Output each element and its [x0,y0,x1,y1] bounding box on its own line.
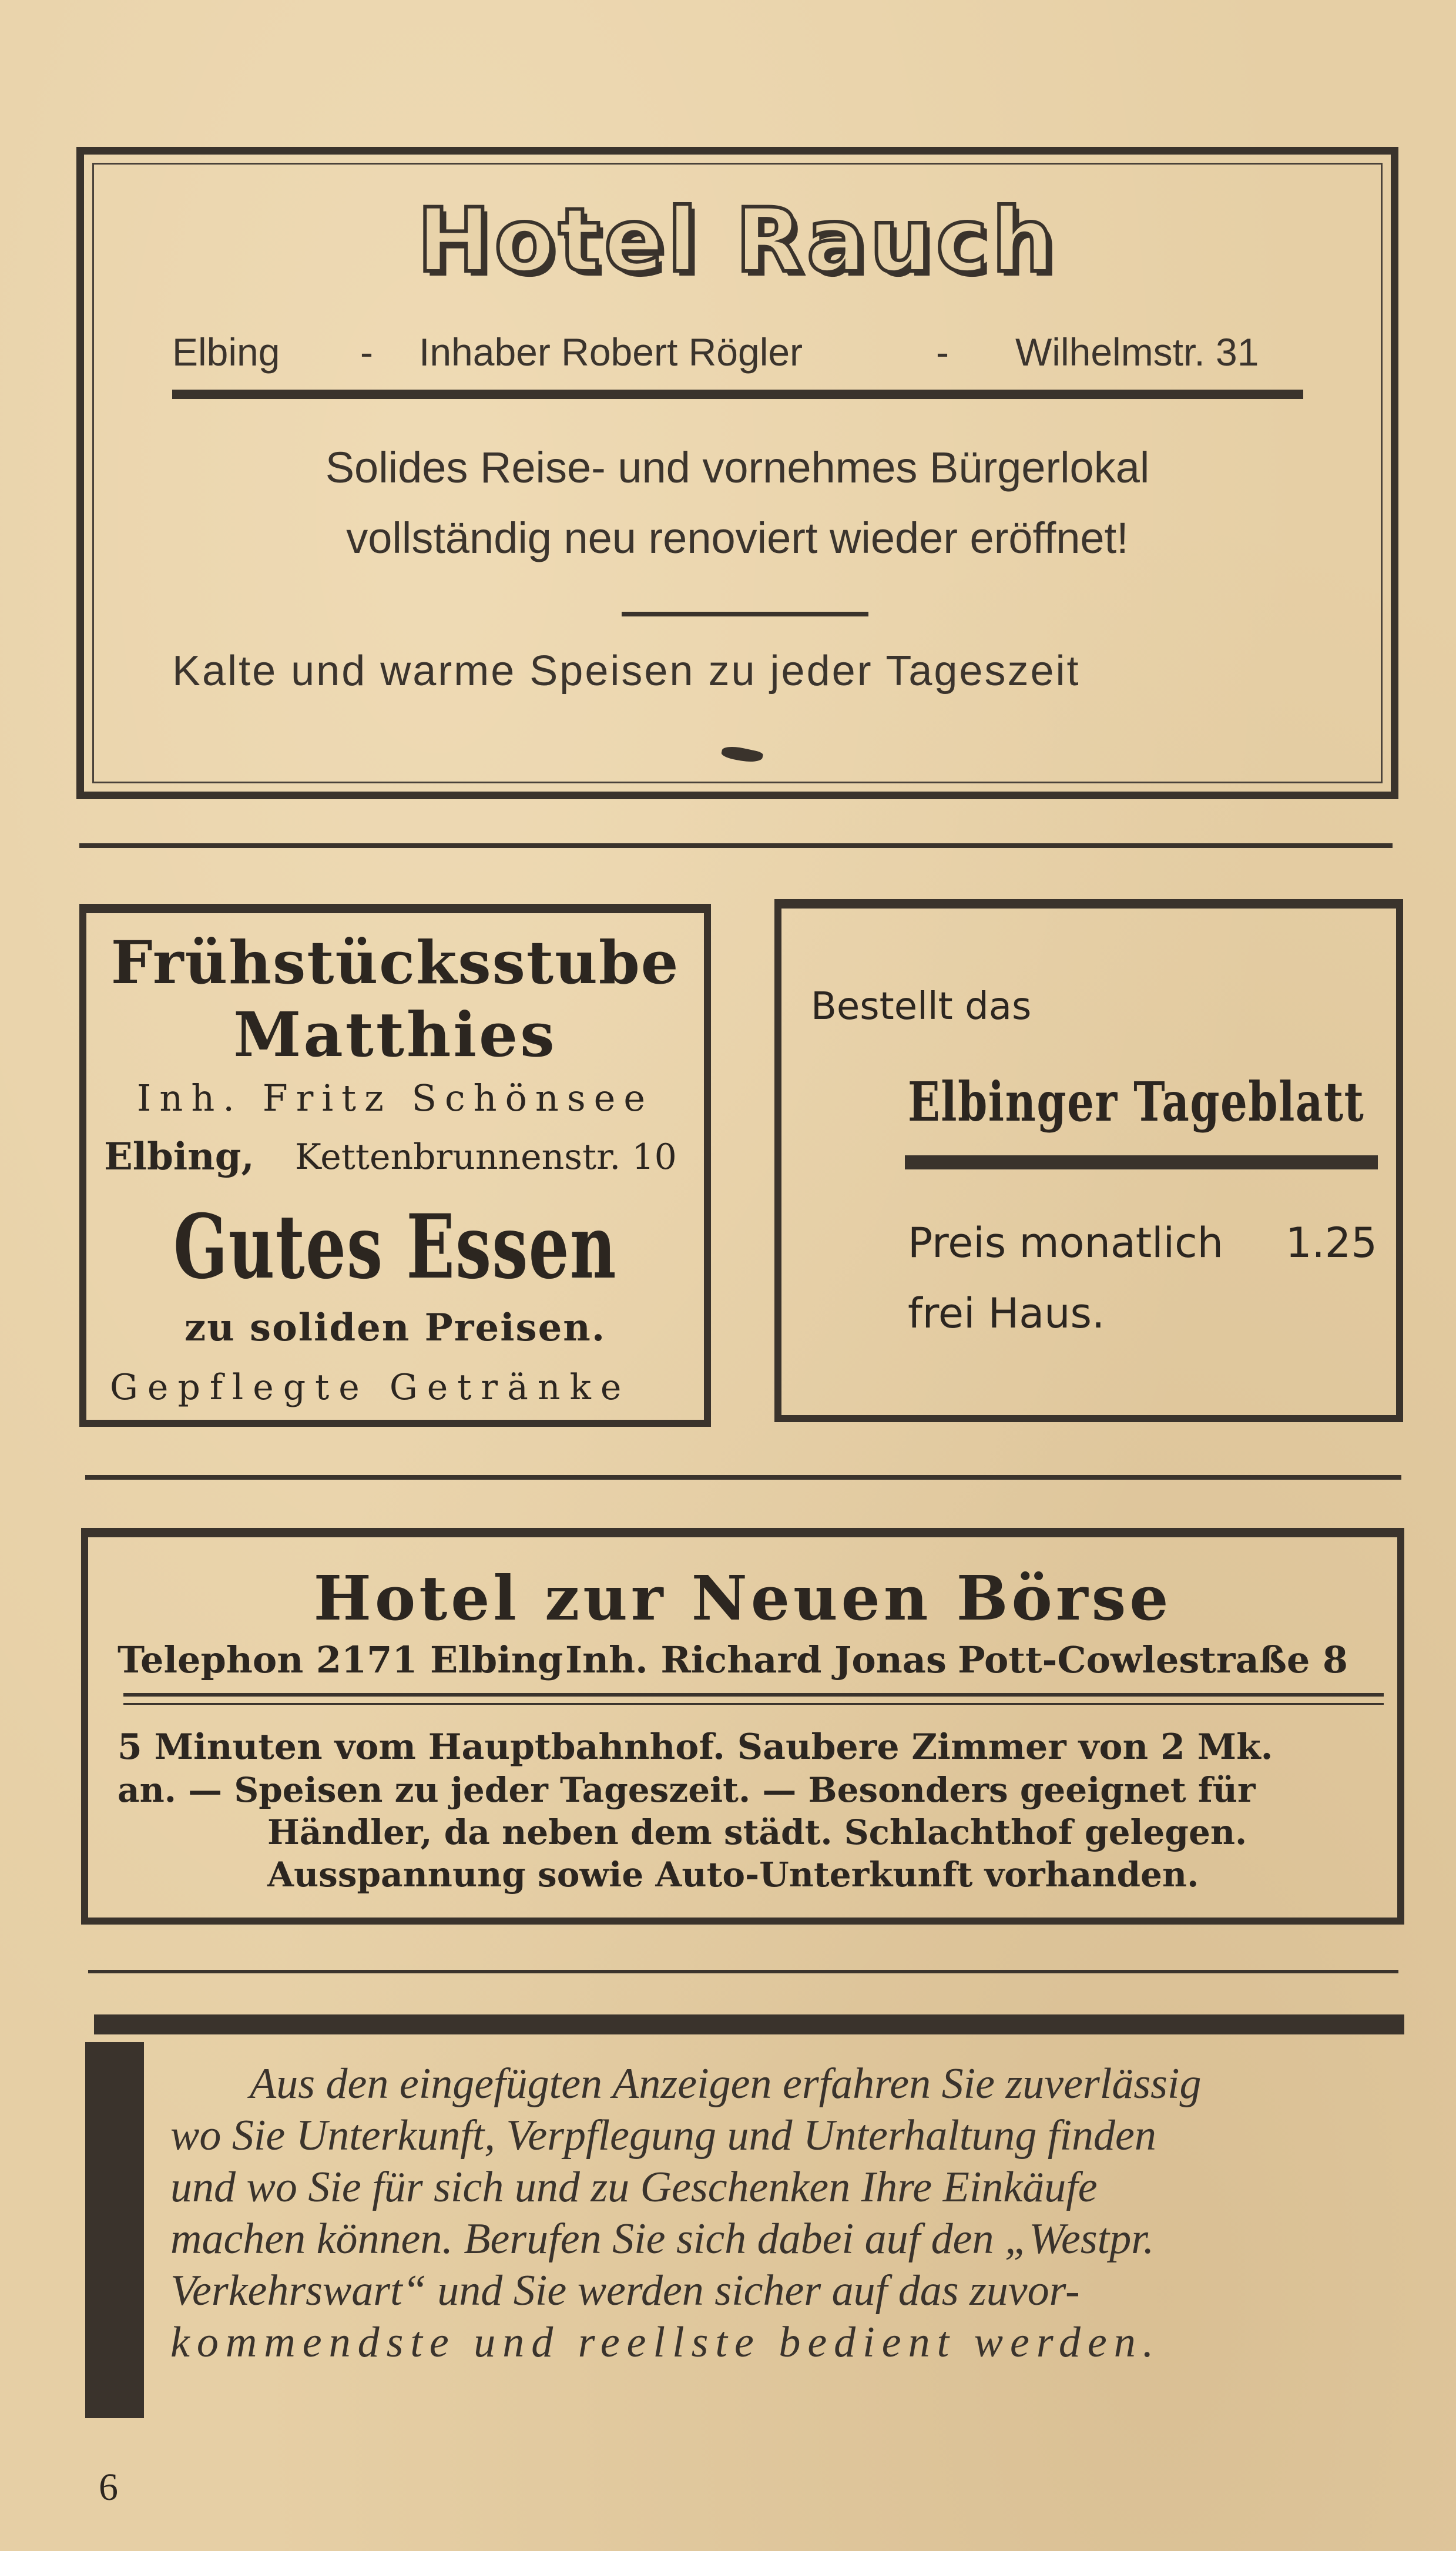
separator-rule-2 [85,1475,1401,1480]
hotel-boerse-ad [81,1528,1404,1925]
hotel-boerse-title: Hotel zur Neuen Börse [313,1562,1172,1634]
hotel-boerse-divider [123,1693,1384,1697]
hotel-rauch-line-2: vollständig neu renoviert wieder eröffnet! [346,514,1129,562]
fruehstueck-big-slogan: Gutes Essen [173,1195,617,1299]
fruehstueck-city: Elbing, [104,1135,254,1179]
fruehstueck-owner: Inh. Fritz Schönsee [136,1077,654,1119]
separator-rule-3 [88,1970,1398,1973]
note-line-5: Verkehrswart“ und Sie werden sicher auf das zuvor- [170,2267,1080,2315]
note-line-6: kommendste und reellste bedient werden. [170,2318,1161,2366]
hotel-boerse-phone: Telephon 2171 Elbing [118,1638,563,1681]
page-number: 6 [99,2466,118,2509]
hotel-boerse-line-3: Händler, da neben dem städt. Schlachthof gelegen. [267,1812,1247,1852]
hotel-boerse-owner: Inh. Richard Jonas [565,1638,947,1681]
hotel-rauch-owner: Inhaber Robert Rögler [419,330,803,374]
tageblatt-price-label: Preis monatlich [908,1219,1223,1267]
hotel-rauch-divider [172,390,1303,399]
hotel-boerse-address: Pott-Cowlestraße 8 [958,1638,1348,1681]
hotel-rauch-separator-1: - [360,330,373,374]
fruehstueck-name: Matthies [233,998,557,1071]
fruehstueck-ad [79,904,711,1427]
tageblatt-name: Elbinger Tageblatt [908,1070,1365,1134]
note-line-3: und wo Sie für sich und zu Geschenken Ihre Einkäufe [170,2163,1098,2211]
separator-rule-4 [94,2014,1404,2034]
hotel-boerse-line-4: Ausspannung sowie Auto-Unterkunft vorhanden. [267,1855,1199,1895]
hotel-boerse-line-1: 5 Minuten vom Hauptbahnhof. Saubere Zimmer von 2 Mk. [118,1727,1273,1768]
tageblatt-divider [905,1155,1378,1169]
hotel-rauch-line-1: Solides Reise- und vornehmes Bürgerlokal [325,443,1150,492]
hotel-boerse-divider-thin [123,1703,1384,1705]
fruehstueck-street: Kettenbrunnenstr. 10 [295,1137,677,1178]
hotel-rauch-title: Hotel Rauch [417,190,1058,292]
tageblatt-delivery: frei Haus. [908,1289,1105,1337]
note-side-bar [85,2042,144,2418]
separator-rule-1 [79,843,1393,848]
hotel-rauch-separator-2: - [936,330,949,374]
fruehstueck-footer: Gepflegte Getränke [110,1367,631,1408]
hotel-rauch-short-divider [622,612,868,616]
note-line-4: machen können. Berufen Sie sich dabei auf den „Westpr. [170,2215,1155,2263]
hotel-rauch-ad [76,147,1398,799]
hotel-rauch-line-3: Kalte und warme Speisen zu jeder Tageszeit [172,648,1081,695]
fruehstueck-title: Frühstücksstube [110,928,680,997]
note-line-2: wo Sie Unterkunft, Verpflegung und Unterhaltung finden [170,2111,1156,2160]
hotel-rauch-address: Wilhelmstr. 31 [1015,330,1259,374]
tageblatt-ad [774,899,1403,1422]
hotel-boerse-line-2: an. — Speisen zu jeder Tageszeit. — Besonders geeignet für [118,1770,1256,1810]
fruehstueck-subline: zu soliden Preisen. [184,1306,606,1350]
tageblatt-price-value: 1.25 [1286,1219,1377,1267]
hotel-rauch-city: Elbing [172,330,280,374]
tageblatt-intro: Bestellt das [811,985,1032,1028]
note-line-1: Aus den eingefügten Anzeigen erfahren Sie zuverlässig [250,2060,1202,2108]
